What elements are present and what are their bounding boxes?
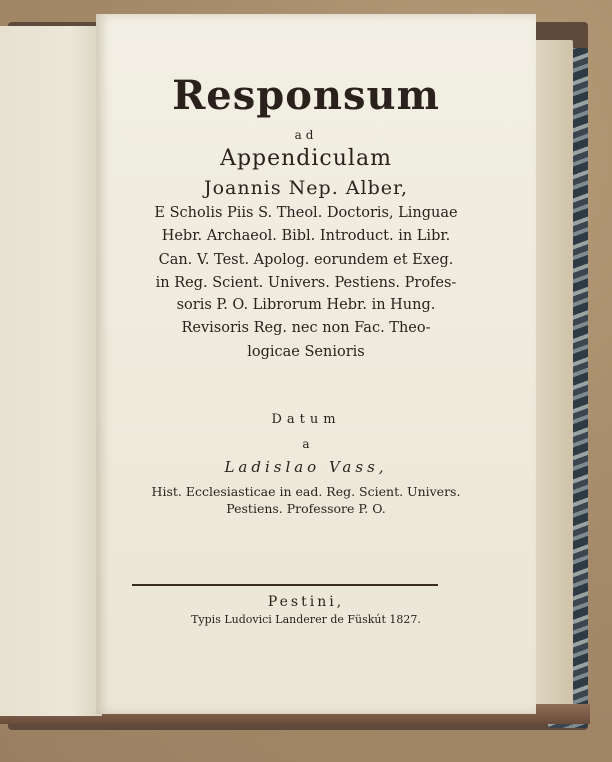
word-a: a (302, 437, 310, 451)
author-line: Revisoris Reg. nec non Fac. Theo- (181, 320, 431, 336)
divider-rule (132, 584, 438, 586)
word-ad: ad (294, 128, 318, 142)
author-line: soris P. O. Librorum Hebr. in Hung. (176, 297, 436, 313)
author-line: Can. V. Test. Apolog. eorundem et Exeg. (158, 252, 454, 268)
author-name: Joannis Nep. Alber, (203, 177, 409, 199)
author-line: logicae Senioris (247, 344, 365, 360)
responder-line: Hist. Ecclesiasticae in ead. Reg. Scient. Univers. (151, 484, 461, 499)
author-line: in Reg. Scient. Univers. Pestiens. Profes- (155, 275, 457, 291)
place-of-print: Pestini, (267, 594, 345, 610)
printer-line: Typis Ludovici Landerer de Füskút 1827. (191, 613, 421, 626)
author-line: E Scholis Piis S. Theol. Doctoris, Linguae (154, 205, 458, 221)
heading: Appendiculam (220, 146, 392, 171)
responder-name: Ladislao Vass, (224, 458, 388, 476)
word-datum: Datum (271, 412, 341, 427)
responder-line: Pestiens. Professore P. O. (226, 501, 386, 516)
author-line: Hebr. Archaeol. Bibl. Introduct. in Libr. (161, 228, 451, 244)
book-title: Responsum (172, 72, 440, 119)
